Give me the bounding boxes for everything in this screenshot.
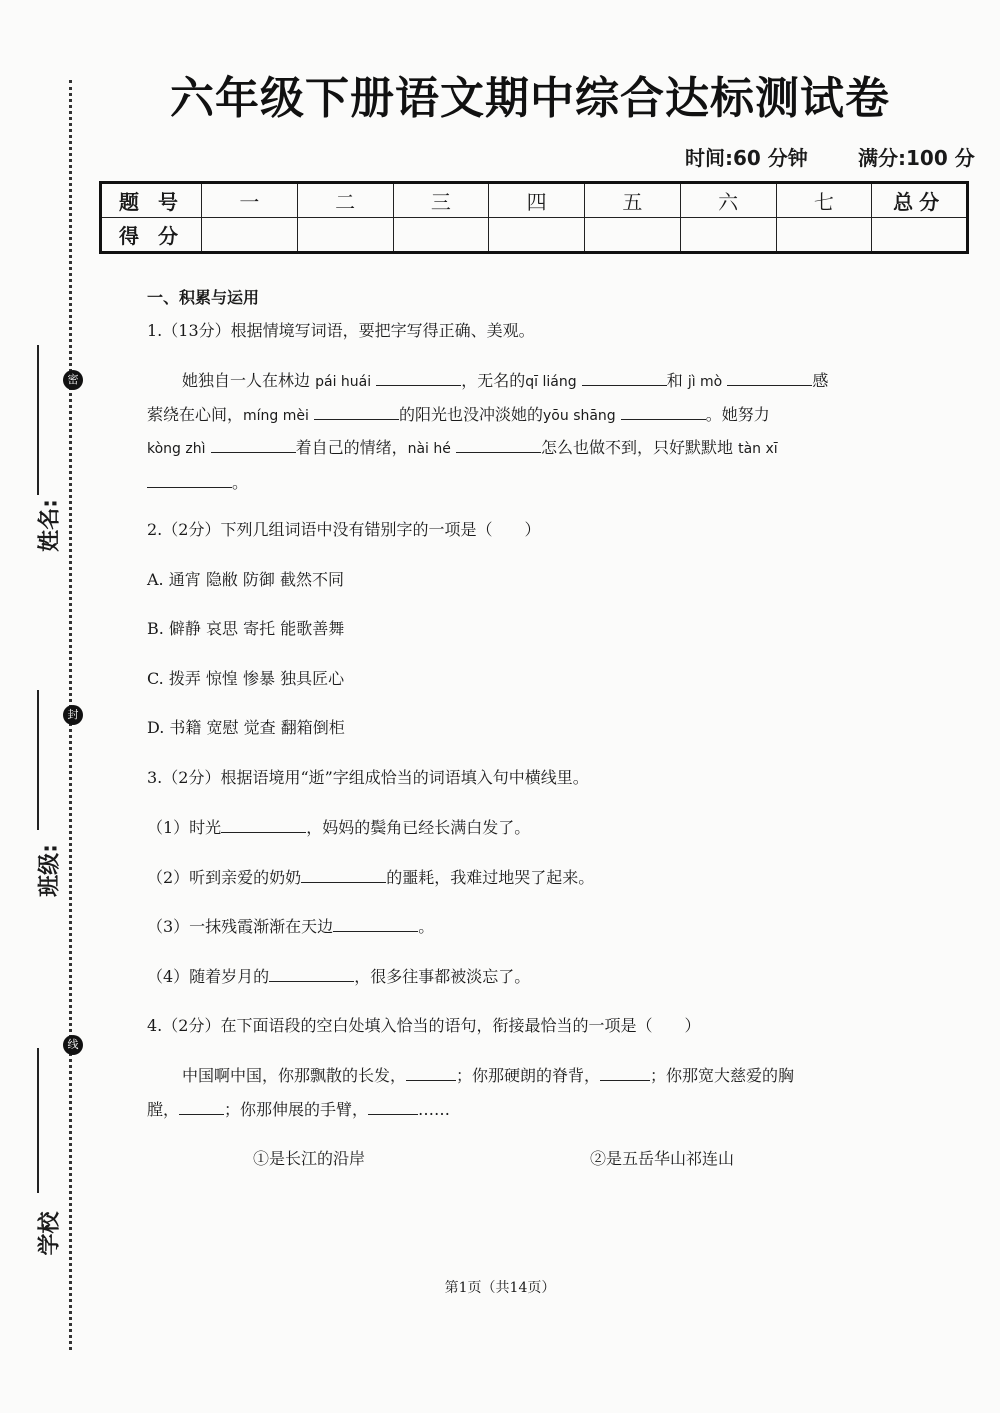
name-label: 姓名: xyxy=(37,499,63,552)
text: 着自己的情绪， xyxy=(295,438,408,457)
answer-blank[interactable] xyxy=(269,966,354,982)
question-1-line-2 xyxy=(147,402,770,425)
answer-blank[interactable] xyxy=(600,1065,650,1081)
question-3-sentence-1 xyxy=(147,815,530,838)
score-table-score-row xyxy=(101,218,968,253)
text: （3）一抹残霞渐渐在天边 xyxy=(147,917,334,936)
pinyin: yōu shāng xyxy=(543,408,616,424)
question-4-option-1[interactable]: ①是长江的沿岸 xyxy=(253,1149,366,1168)
text: （4）随着岁月的 xyxy=(147,967,270,986)
answer-blank[interactable] xyxy=(333,916,418,932)
text: （1）时光 xyxy=(147,818,222,837)
answer-blank[interactable] xyxy=(301,867,386,883)
question-2-option-b[interactable]: B. 僻静 哀思 寄托 能歌善舞 xyxy=(147,619,345,638)
answer-blank[interactable] xyxy=(456,437,541,453)
text: 膛， xyxy=(147,1100,180,1119)
score-table-score-label: 得 分 xyxy=(101,218,202,253)
score-cell[interactable] xyxy=(297,218,393,253)
pinyin: qī liáng xyxy=(525,374,577,390)
score-table-col: 四 xyxy=(489,183,585,218)
text: 。 xyxy=(418,917,435,936)
score-table xyxy=(99,181,969,254)
seal-mi-icon: 密 xyxy=(63,370,83,390)
question-1-stem: 1.（13分）根据情境写词语，要把字写得正确、美观。 xyxy=(147,321,535,340)
school-write-line[interactable] xyxy=(37,1048,39,1193)
text: 中国啊中国，你那飘散的长发， xyxy=(182,1066,407,1085)
question-4-line-2 xyxy=(147,1097,450,1120)
text: 的阳光也没冲淡她的 xyxy=(399,405,544,424)
answer-blank[interactable] xyxy=(582,370,667,386)
score-table-header-label: 题 号 xyxy=(101,183,202,218)
seal-xian-icon: 线 xyxy=(63,1035,83,1055)
score-cell[interactable] xyxy=(776,218,872,253)
question-4-stem: 4.（2分）在下面语段的空白处填入恰当的语句，衔接最恰当的一项是（ ） xyxy=(147,1016,701,1035)
score-cell[interactable] xyxy=(680,218,776,253)
question-3-sentence-3 xyxy=(147,914,434,937)
school-label: 学校 xyxy=(37,1211,63,1256)
score-table-col: 总分 xyxy=(872,183,968,218)
pinyin: jì mò xyxy=(687,374,723,390)
answer-blank[interactable] xyxy=(179,1099,224,1115)
score-table-col: 六 xyxy=(680,183,776,218)
score-table-col: 一 xyxy=(202,183,298,218)
text: 。她努力 xyxy=(705,405,770,424)
time-limit: 时间:60 分钟 xyxy=(685,146,808,170)
text: （2）听到亲爱的奶奶 xyxy=(147,868,302,887)
score-cell[interactable] xyxy=(202,218,298,253)
answer-blank[interactable] xyxy=(376,370,461,386)
pinyin: míng mèi xyxy=(243,408,309,424)
class-label: 班级: xyxy=(37,844,63,897)
question-2-stem: 2.（2分）下列几组词语中没有错别字的一项是（ ） xyxy=(147,520,541,539)
class-write-line[interactable] xyxy=(37,690,39,830)
answer-blank[interactable] xyxy=(211,437,296,453)
question-1-line-1 xyxy=(182,368,828,391)
text: ；你那伸展的手臂， xyxy=(224,1100,369,1119)
score-table-col: 二 xyxy=(297,183,393,218)
text: ；你那宽大慈爱的胸 xyxy=(650,1066,795,1085)
answer-blank[interactable] xyxy=(221,817,306,833)
text: 她独自一人在林边 xyxy=(182,371,311,390)
question-3-stem: 3.（2分）根据语境用“逝”字组成恰当的词语填入句中横线里。 xyxy=(147,768,589,787)
score-table-header-row xyxy=(101,183,968,218)
text: 和 xyxy=(666,371,683,390)
score-cell[interactable] xyxy=(585,218,681,253)
score-table-col: 五 xyxy=(585,183,681,218)
question-1-line-4 xyxy=(147,470,248,493)
pinyin: kòng zhì xyxy=(147,441,206,457)
score-table-col: 七 xyxy=(776,183,872,218)
question-4-option-2[interactable]: ②是五岳华山祁连山 xyxy=(590,1149,735,1168)
text: …… xyxy=(418,1100,451,1119)
question-2-option-a[interactable]: A. 通宵 隐敝 防御 截然不同 xyxy=(147,570,344,589)
answer-blank[interactable] xyxy=(147,472,232,488)
full-score: 满分:100 分 xyxy=(858,146,975,170)
section-title: 一、积累与运用 xyxy=(147,288,260,307)
text: ，无名的 xyxy=(461,371,526,390)
text: 萦绕在心间， xyxy=(147,405,244,424)
text: ，很多往事都被淡忘了。 xyxy=(354,967,531,986)
question-3-sentence-4 xyxy=(147,964,530,987)
page-number: 第1页（共14页） xyxy=(444,1280,556,1296)
text: 怎么也做不到，只好默默地 xyxy=(540,438,733,457)
answer-blank[interactable] xyxy=(368,1099,418,1115)
text: 感 xyxy=(812,371,829,390)
answer-blank[interactable] xyxy=(727,370,812,386)
answer-blank[interactable] xyxy=(314,404,399,420)
answer-blank[interactable] xyxy=(406,1065,456,1081)
score-cell[interactable] xyxy=(872,218,968,253)
seal-feng-icon: 封 xyxy=(63,705,83,725)
pinyin: pái huái xyxy=(315,374,372,390)
text: 的噩耗，我难过地哭了起来。 xyxy=(386,868,595,887)
score-table-col: 三 xyxy=(393,183,489,218)
score-cell[interactable] xyxy=(489,218,585,253)
text: 。 xyxy=(232,473,249,492)
page-title: 六年级下册语文期中综合达标测试卷 xyxy=(170,73,890,124)
text: ，妈妈的鬓角已经长满白发了。 xyxy=(306,818,531,837)
text: ；你那硬朗的脊背， xyxy=(456,1066,601,1085)
score-cell[interactable] xyxy=(393,218,489,253)
question-4-line-1 xyxy=(182,1063,794,1086)
pinyin: nài hé xyxy=(407,441,451,457)
question-3-sentence-2 xyxy=(147,865,594,888)
answer-blank[interactable] xyxy=(621,404,706,420)
question-2-option-c[interactable]: C. 拨弄 惊惶 惨暴 独具匠心 xyxy=(147,669,345,688)
name-write-line[interactable] xyxy=(37,345,39,495)
question-2-option-d[interactable]: D. 书籍 宽慰 觉查 翻箱倒柜 xyxy=(147,718,345,737)
question-1-line-3 xyxy=(147,435,778,458)
pinyin: tàn xī xyxy=(738,441,778,457)
